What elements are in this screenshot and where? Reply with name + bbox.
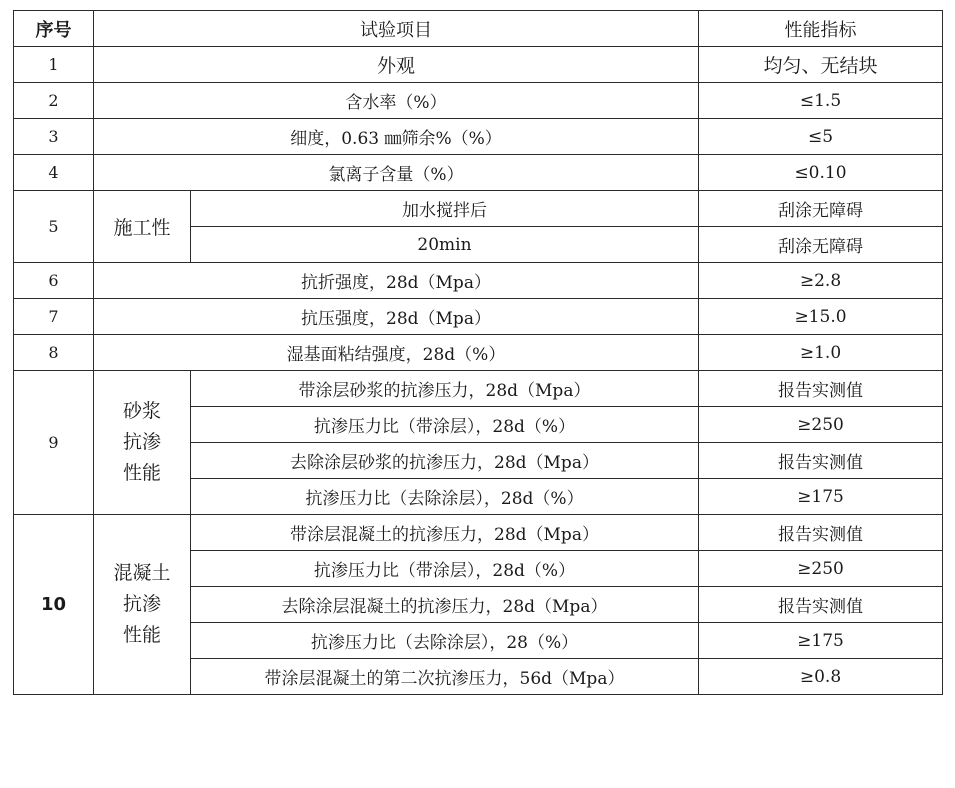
row-category — [94, 515, 191, 695]
row-value: ≥15.0 — [699, 299, 943, 335]
table-row — [14, 191, 943, 227]
row-no: 3 — [14, 119, 94, 155]
row-value: ≥250 — [699, 551, 943, 587]
table-row — [14, 47, 943, 83]
category-line: 性能 — [122, 462, 161, 484]
row-no: 10 — [14, 515, 94, 695]
row-value: ≥0.8 — [699, 659, 943, 695]
category-line: 抗渗 — [122, 593, 161, 615]
row-value: ≥250 — [699, 407, 943, 443]
row-item: 去除涂层砂浆的抗渗压力，28d（Mpa） — [191, 443, 699, 479]
row-value: 刮涂无障碍 — [699, 191, 943, 227]
row-item: 湿基面粘结强度，28d（%） — [94, 335, 699, 371]
row-value: 报告实测值 — [699, 371, 943, 407]
row-no: 7 — [14, 299, 94, 335]
row-item: 含水率（%） — [94, 83, 699, 119]
row-no: 4 — [14, 155, 94, 191]
category-line: 混凝土 — [113, 562, 171, 584]
table-row — [14, 515, 943, 551]
category-line: 性能 — [122, 624, 161, 646]
row-item: 抗渗压力比（去除涂层），28d（%） — [191, 479, 699, 515]
header-no: 序号 — [14, 11, 94, 47]
table-row — [14, 335, 943, 371]
row-item: 氯离子含量（%） — [94, 155, 699, 191]
row-item: 去除涂层混凝土的抗渗压力，28d（Mpa） — [191, 587, 699, 623]
row-no: 8 — [14, 335, 94, 371]
row-value: ≥175 — [699, 479, 943, 515]
row-no: 6 — [14, 263, 94, 299]
spec-table-container — [13, 10, 943, 695]
performance-spec-table — [13, 10, 943, 695]
row-value: ≤5 — [699, 119, 943, 155]
table-row — [14, 155, 943, 191]
row-category: 施工性 — [94, 191, 191, 263]
row-value: 报告实测值 — [699, 515, 943, 551]
table-header-row — [14, 11, 943, 47]
header-performance-index: 性能指标 — [699, 11, 943, 47]
row-item: 带涂层混凝土的第二次抗渗压力，56d（Mpa） — [191, 659, 699, 695]
table-row — [14, 83, 943, 119]
row-value: 均匀、无结块 — [699, 47, 943, 83]
row-no: 2 — [14, 83, 94, 119]
category-line: 砂浆 — [122, 400, 161, 422]
row-no: 1 — [14, 47, 94, 83]
table-row — [14, 119, 943, 155]
row-item: 带涂层砂浆的抗渗压力，28d（Mpa） — [191, 371, 699, 407]
row-no: 5 — [14, 191, 94, 263]
table-row — [14, 371, 943, 407]
category-line: 抗渗 — [122, 431, 161, 453]
row-value: ≤1.5 — [699, 83, 943, 119]
row-value: ≥2.8 — [699, 263, 943, 299]
row-value: ≤0.10 — [699, 155, 943, 191]
row-item: 抗渗压力比（去除涂层），28（%） — [191, 623, 699, 659]
row-value: ≥1.0 — [699, 335, 943, 371]
row-item: 抗渗压力比（带涂层），28d（%） — [191, 551, 699, 587]
row-item: 抗渗压力比（带涂层），28d（%） — [191, 407, 699, 443]
row-value: 报告实测值 — [699, 587, 943, 623]
row-category — [94, 371, 191, 515]
row-no: 9 — [14, 371, 94, 515]
row-item: 抗压强度，28d（Mpa） — [94, 299, 699, 335]
row-item: 细度，0.63 ㎜筛余%（%） — [94, 119, 699, 155]
row-item: 外观 — [94, 47, 699, 83]
row-value: ≥175 — [699, 623, 943, 659]
row-value: 刮涂无障碍 — [699, 227, 943, 263]
row-item: 带涂层混凝土的抗渗压力，28d（Mpa） — [191, 515, 699, 551]
row-item: 加水搅拌后 — [191, 191, 699, 227]
row-value: 报告实测值 — [699, 443, 943, 479]
row-item: 20min — [191, 227, 699, 263]
table-row — [14, 299, 943, 335]
row-item: 抗折强度，28d（Mpa） — [94, 263, 699, 299]
header-test-item: 试验项目 — [94, 11, 699, 47]
table-row — [14, 263, 943, 299]
